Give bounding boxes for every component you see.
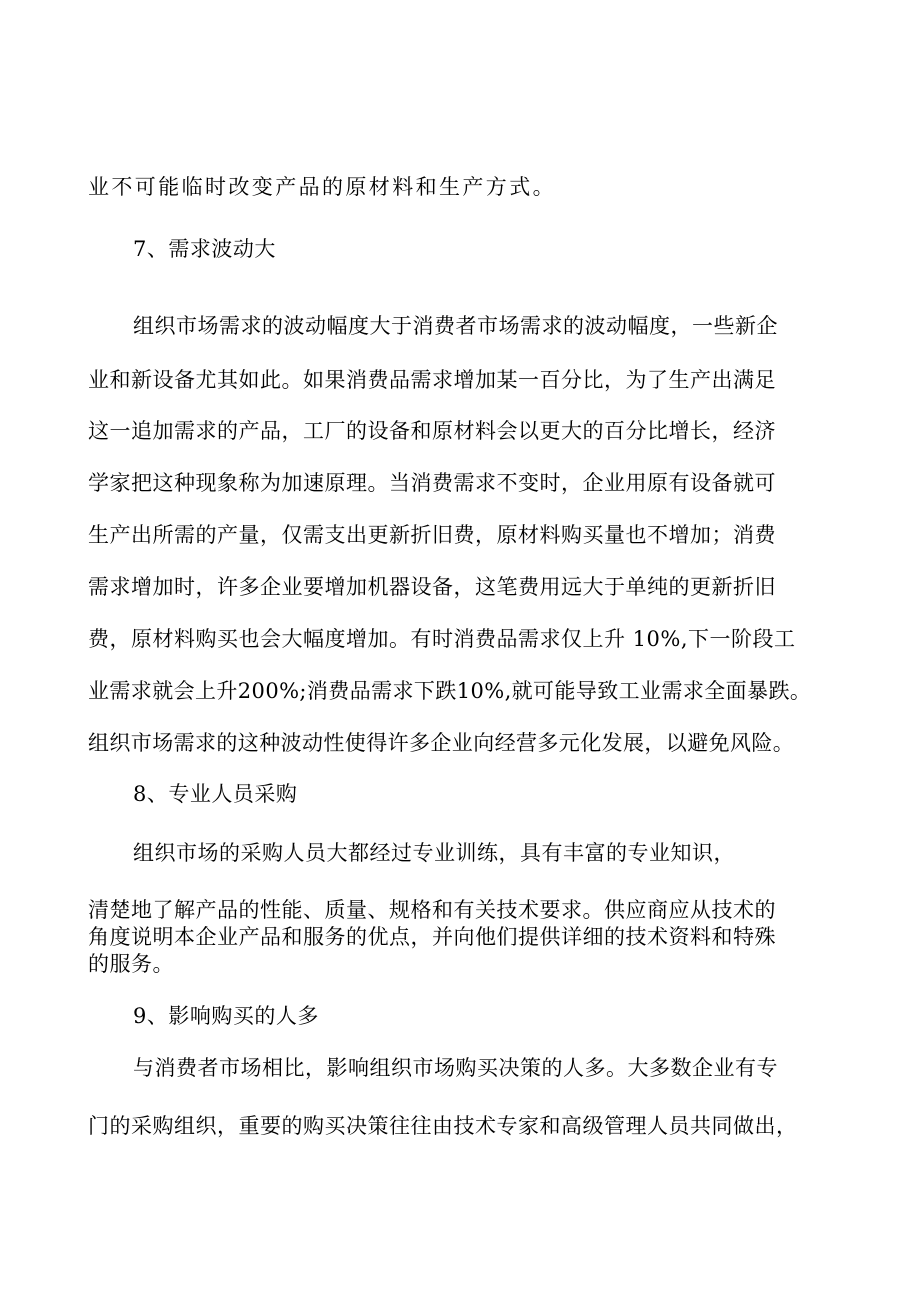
paragraph-line: 这一追加需求的产品，工厂的设备和原材料会以更大的百分比增长，经济 (88, 419, 776, 443)
paragraph-line: 业不可能临时改变产品的原材料和生产方式。 (88, 175, 556, 199)
paragraph-line: 组织市场需求的波动幅度大于消费者市场需求的波动幅度，一些新企 (133, 314, 778, 338)
section-heading: 9、影响购买的人多 (133, 1004, 319, 1028)
paragraph-line: 费，原材料购买也会大幅度增加。有时消费品需求仅上升 10%,下一阶段工 (88, 627, 796, 651)
section-heading: 7、需求波动大 (133, 237, 276, 261)
paragraph-line: 需求增加时，许多企业要增加机器设备，这笔费用远大于单纯的更新折旧 (88, 575, 776, 599)
paragraph-line: 业和新设备尤其如此。如果消费品需求增加某一百分比，为了生产出满足 (88, 368, 776, 392)
paragraph-line: 学家把这种现象称为加速原理。当消费需求不变时，企业用原有设备就可 (88, 471, 776, 495)
paragraph-line: 清楚地了解产品的性能、质量、规格和有关技术要求。供应商应从技术的 (88, 898, 776, 922)
paragraph-line: 组织市场需求的这种波动性使得许多企业向经营多元化发展，以避免风险。 (88, 731, 795, 755)
paragraph-line: 生产出所需的产量，仅需支出更新折旧费，原材料购买量也不增加；消费 (88, 523, 776, 547)
paragraph-line: 角度说明本企业产品和服务的优点，并向他们提供详细的技术资料和特殊 (88, 925, 776, 949)
paragraph-line: 与消费者市场相比，影响组织市场购买决策的人多。大多数企业有专 (133, 1056, 778, 1080)
paragraph-line: 门的采购组织，重要的购买决策往往由技术专家和高级管理人员共同做出， (88, 1114, 798, 1138)
paragraph-line: 的服务。 (88, 952, 174, 976)
paragraph-line: 业需求就会上升200%;消费品需求下跌10%,就可能导致工业需求全面暴跌。 (88, 679, 812, 703)
paragraph-line: 组织市场的采购人员大都经过专业训练，具有丰富的专业知识， (133, 841, 735, 865)
section-heading: 8、专业人员采购 (133, 782, 298, 806)
